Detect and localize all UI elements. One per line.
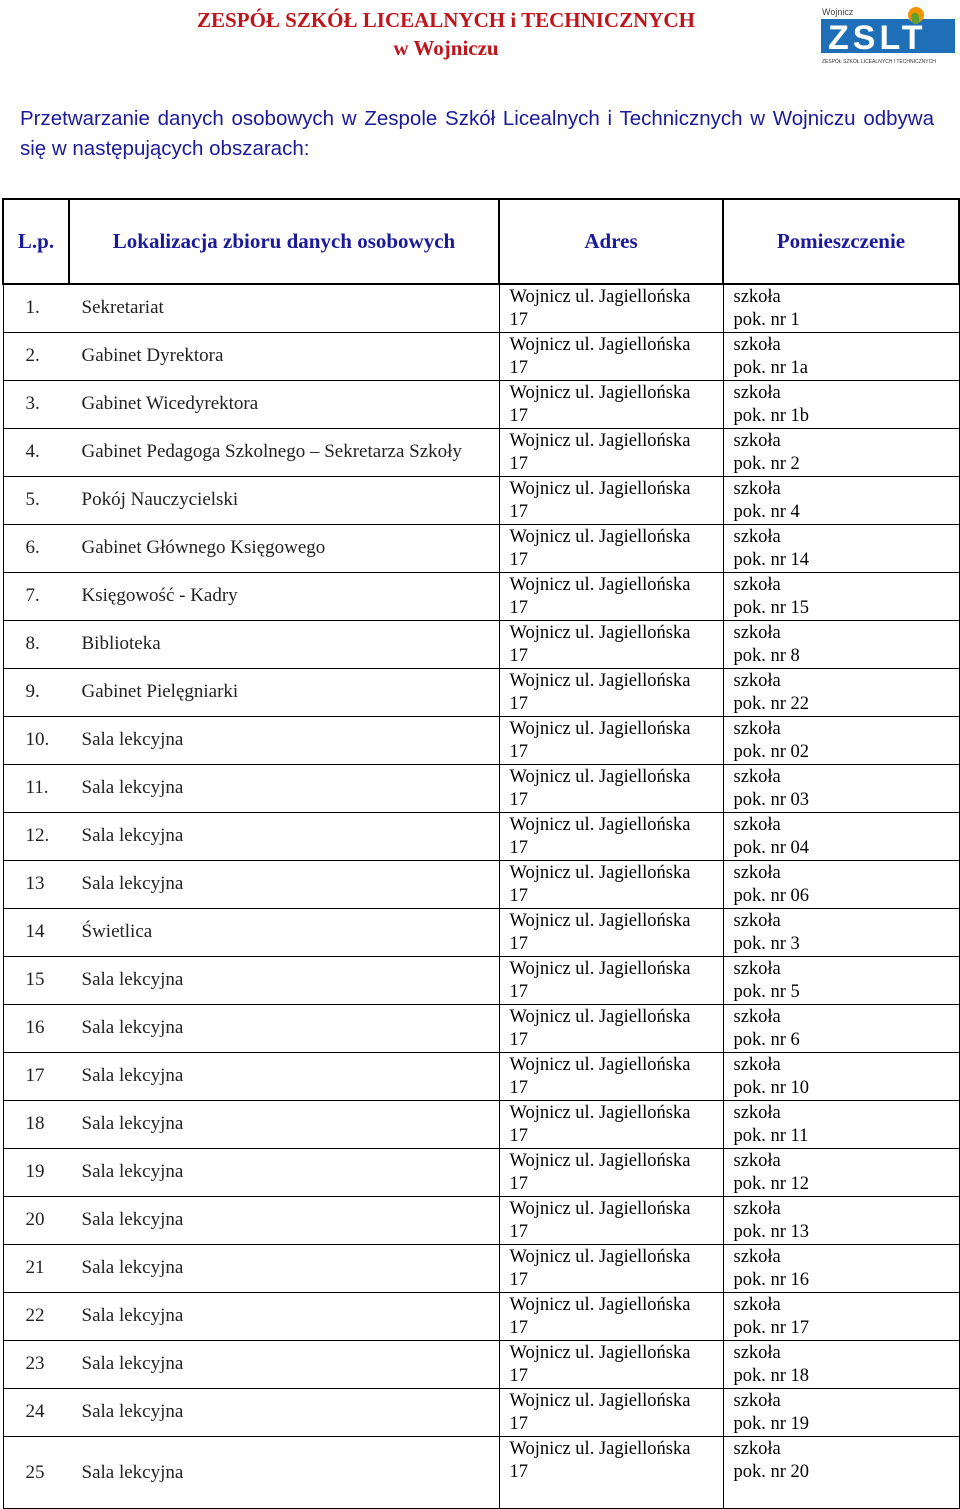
table-row — [3, 1197, 959, 1245]
row-location: Sekretariat — [81, 297, 164, 318]
row-address-street: Wojnicz ul. Jagiellońska — [509, 815, 691, 835]
row-address-cell — [499, 909, 723, 957]
row-room-building: szkoła — [733, 911, 781, 931]
table-row — [3, 1245, 959, 1293]
table-row — [3, 1293, 959, 1341]
table-row — [3, 525, 959, 573]
row-room-cell — [723, 573, 959, 621]
row-number: 23 — [25, 1353, 45, 1374]
row-room-building: szkoła — [733, 1343, 781, 1363]
row-location: Sala lekcyjna — [81, 873, 184, 894]
row-address-cell — [499, 525, 723, 573]
row-address-number: 17 — [509, 1174, 528, 1194]
row-lp-and-location-cell — [3, 381, 499, 429]
header-pomieszczenie: Pomieszczenie — [723, 199, 959, 284]
row-address-number: 17 — [509, 454, 528, 474]
row-lp-and-location-cell — [3, 284, 499, 333]
row-location: Gabinet Wicedyrektora — [81, 393, 259, 414]
row-room-building: szkoła — [733, 719, 781, 739]
row-room-building: szkoła — [733, 863, 781, 883]
row-address-street: Wojnicz ul. Jagiellońska — [509, 287, 691, 307]
row-room-building: szkoła — [733, 1439, 781, 1459]
row-lp-and-location-cell — [3, 1197, 499, 1245]
row-address-number: 17 — [509, 838, 528, 858]
row-number: 17 — [25, 1065, 45, 1086]
row-address-cell — [499, 1101, 723, 1149]
row-room-number: pok. nr 03 — [733, 790, 810, 810]
row-room-building: szkoła — [733, 335, 781, 355]
row-location: Sala lekcyjna — [81, 1209, 184, 1230]
row-address-number: 17 — [509, 1078, 528, 1098]
row-room-building: szkoła — [733, 1103, 781, 1123]
row-room-building: szkoła — [733, 959, 781, 979]
row-room-number: pok. nr 06 — [733, 886, 810, 906]
table-row — [3, 717, 959, 765]
row-room-building: szkoła — [733, 1295, 781, 1315]
row-location: Sala lekcyjna — [81, 969, 184, 990]
row-room-building: szkoła — [733, 479, 781, 499]
row-number: 9. — [25, 681, 40, 702]
row-room-cell — [723, 1101, 959, 1149]
row-lp-and-location-cell — [3, 813, 499, 861]
row-address-street: Wojnicz ul. Jagiellońska — [509, 479, 691, 499]
row-number: 6. — [25, 537, 40, 558]
row-address-number: 17 — [509, 1030, 528, 1050]
row-address-street: Wojnicz ul. Jagiellońska — [509, 1151, 691, 1171]
row-address-street: Wojnicz ul. Jagiellońska — [509, 527, 691, 547]
row-lp-and-location-cell — [3, 1293, 499, 1341]
row-address-cell — [499, 717, 723, 765]
row-room-building: szkoła — [733, 1055, 781, 1075]
row-lp-and-location-cell — [3, 1341, 499, 1389]
row-room-cell — [723, 381, 959, 429]
row-lp-and-location-cell — [3, 909, 499, 957]
row-location: Sala lekcyjna — [81, 1113, 184, 1134]
data-locations-table — [2, 198, 960, 1509]
row-address-number: 17 — [509, 406, 528, 426]
row-room-number: pok. nr 8 — [733, 646, 800, 666]
row-address-cell — [499, 429, 723, 477]
logo-top-text: Wojnicz — [822, 7, 854, 17]
table-row — [3, 429, 959, 477]
row-room-cell — [723, 1389, 959, 1437]
row-address-cell — [499, 381, 723, 429]
row-address-cell — [499, 1437, 723, 1509]
row-number: 4. — [25, 441, 40, 462]
row-address-street: Wojnicz ul. Jagiellońska — [509, 575, 691, 595]
row-address-street: Wojnicz ul. Jagiellońska — [509, 1103, 691, 1123]
row-room-number: pok. nr 19 — [733, 1414, 810, 1434]
row-room-cell — [723, 909, 959, 957]
row-address-cell — [499, 1341, 723, 1389]
row-address-number: 17 — [509, 886, 528, 906]
row-room-cell — [723, 669, 959, 717]
row-address-number: 17 — [509, 694, 528, 714]
row-room-cell — [723, 333, 959, 381]
row-address-number: 17 — [509, 550, 528, 570]
row-address-number: 17 — [509, 790, 528, 810]
row-address-street: Wojnicz ul. Jagiellońska — [509, 1295, 691, 1315]
row-room-cell — [723, 1053, 959, 1101]
row-room-number: pok. nr 1 — [733, 310, 800, 330]
row-number: 10. — [25, 729, 50, 750]
header-lokalizacja: Lokalizacja zbioru danych osobowych — [69, 199, 499, 284]
row-room-cell — [723, 284, 959, 333]
row-room-building: szkoła — [733, 815, 781, 835]
row-location: Księgowość - Kadry — [81, 585, 238, 606]
row-room-number: pok. nr 2 — [733, 454, 800, 474]
row-number: 19 — [25, 1161, 45, 1182]
row-room-building: szkoła — [733, 431, 781, 451]
row-room-cell — [723, 477, 959, 525]
row-address-cell — [499, 1245, 723, 1293]
table-row — [3, 1053, 959, 1101]
row-address-street: Wojnicz ul. Jagiellońska — [509, 1343, 691, 1363]
row-room-number: pok. nr 20 — [733, 1462, 810, 1482]
row-address-street: Wojnicz ul. Jagiellońska — [509, 623, 691, 643]
header-lp: L.p. — [3, 199, 69, 284]
row-address-street: Wojnicz ul. Jagiellońska — [509, 431, 691, 451]
table-row — [3, 813, 959, 861]
row-room-cell — [723, 1437, 959, 1509]
table-row — [3, 333, 959, 381]
row-location: Sala lekcyjna — [81, 1161, 184, 1182]
row-address-number: 17 — [509, 358, 528, 378]
row-number: 24 — [25, 1401, 45, 1422]
row-room-cell — [723, 525, 959, 573]
row-address-number: 17 — [509, 934, 528, 954]
row-room-building: szkoła — [733, 1007, 781, 1027]
row-number: 20 — [25, 1209, 45, 1230]
row-location: Świetlica — [81, 921, 153, 942]
row-number: 12. — [25, 825, 50, 846]
row-address-number: 17 — [509, 502, 528, 522]
row-address-cell — [499, 1149, 723, 1197]
row-number: 3. — [25, 393, 40, 414]
row-room-number: pok. nr 11 — [733, 1126, 809, 1146]
row-room-building: szkoła — [733, 287, 781, 307]
row-room-cell — [723, 861, 959, 909]
row-address-number: 17 — [509, 1366, 528, 1386]
row-address-cell — [499, 1197, 723, 1245]
row-location: Sala lekcyjna — [81, 1401, 184, 1422]
row-lp-and-location-cell — [3, 1053, 499, 1101]
row-number: 25 — [25, 1462, 45, 1483]
row-room-building: szkoła — [733, 1391, 781, 1411]
intro-paragraph: Przetwarzanie danych osobowych w Zespole Szkół Licealnych i Technicznych w Wojniczu odbywa się w następujących obszarach: — [20, 107, 934, 160]
row-number: 11. — [25, 777, 49, 798]
table-row — [3, 1389, 959, 1437]
row-address-cell — [499, 477, 723, 525]
row-lp-and-location-cell — [3, 765, 499, 813]
row-room-number: pok. nr 4 — [733, 502, 800, 522]
row-location: Gabinet Głównego Księgowego — [81, 537, 326, 558]
row-address-cell — [499, 765, 723, 813]
row-room-number: pok. nr 22 — [733, 694, 810, 714]
school-name-heading — [140, 6, 752, 62]
row-room-building: szkoła — [733, 1151, 781, 1171]
row-room-cell — [723, 1197, 959, 1245]
table-row — [3, 861, 959, 909]
row-address-number: 17 — [509, 310, 528, 330]
table-row — [3, 1101, 959, 1149]
row-location: Pokój Nauczycielski — [81, 489, 239, 510]
row-address-cell — [499, 1293, 723, 1341]
row-location: Sala lekcyjna — [81, 825, 184, 846]
table-row — [3, 1005, 959, 1053]
table-row — [3, 765, 959, 813]
row-address-cell — [499, 861, 723, 909]
table-row — [3, 1341, 959, 1389]
row-address-cell — [499, 1389, 723, 1437]
row-address-number: 17 — [509, 982, 528, 1002]
row-lp-and-location-cell — [3, 621, 499, 669]
row-room-cell — [723, 1341, 959, 1389]
row-location: Sala lekcyjna — [81, 1065, 184, 1086]
row-room-number: pok. nr 1a — [733, 358, 808, 378]
row-room-building: szkoła — [733, 383, 781, 403]
row-number: 22 — [25, 1305, 45, 1326]
school-name-line-1: ZESPÓŁ SZKÓŁ LICEALNYCH i TECHNICZNYCH — [197, 8, 695, 32]
table-header-row — [3, 199, 959, 284]
row-room-number: pok. nr 3 — [733, 934, 800, 954]
row-number: 18 — [25, 1113, 45, 1134]
row-room-building: szkoła — [733, 623, 781, 643]
row-address-street: Wojnicz ul. Jagiellońska — [509, 1055, 691, 1075]
row-location: Sala lekcyjna — [81, 1257, 184, 1278]
row-location: Sala lekcyjna — [81, 1017, 184, 1038]
row-room-number: pok. nr 17 — [733, 1318, 810, 1338]
row-address-cell — [499, 669, 723, 717]
row-address-street: Wojnicz ul. Jagiellońska — [509, 1439, 691, 1459]
row-number: 2. — [25, 345, 40, 366]
row-lp-and-location-cell — [3, 861, 499, 909]
row-room-number: pok. nr 12 — [733, 1174, 810, 1194]
row-number: 15 — [25, 969, 45, 990]
row-room-number: pok. nr 02 — [733, 742, 810, 762]
table-body — [3, 284, 959, 1509]
row-location: Sala lekcyjna — [81, 1305, 184, 1326]
row-location: Gabinet Pedagoga Szkolnego – Sekretarza Szkoły — [81, 441, 462, 462]
row-number: 21 — [25, 1257, 45, 1278]
row-number: 16 — [25, 1017, 45, 1038]
row-room-number: pok. nr 13 — [733, 1222, 810, 1242]
row-address-number: 17 — [509, 1318, 528, 1338]
row-location: Gabinet Dyrektora — [81, 345, 224, 366]
school-name-line-2: w Wojniczu — [393, 36, 499, 60]
row-room-number: pok. nr 18 — [733, 1366, 810, 1386]
row-address-street: Wojnicz ul. Jagiellońska — [509, 1199, 691, 1219]
table-row — [3, 1437, 959, 1509]
row-location: Gabinet Pielęgniarki — [81, 681, 239, 702]
logo-letters: ZSLT — [828, 19, 927, 57]
row-address-number: 17 — [509, 598, 528, 618]
row-lp-and-location-cell — [3, 669, 499, 717]
table-row — [3, 1149, 959, 1197]
row-address-number: 17 — [509, 646, 528, 666]
table-row — [3, 477, 959, 525]
row-room-cell — [723, 429, 959, 477]
row-address-number: 17 — [509, 1270, 528, 1290]
row-room-number: pok. nr 15 — [733, 598, 810, 618]
row-address-street: Wojnicz ul. Jagiellońska — [509, 335, 691, 355]
row-number: 14 — [25, 921, 45, 942]
row-address-number: 17 — [509, 1222, 528, 1242]
row-lp-and-location-cell — [3, 333, 499, 381]
table-row — [3, 669, 959, 717]
row-room-cell — [723, 1149, 959, 1197]
table-row — [3, 381, 959, 429]
row-address-cell — [499, 284, 723, 333]
logo-caption: ZESPÓŁ SZKÓŁ LICEALNYCH I TECHNICZNYCH — [822, 59, 936, 65]
row-address-street: Wojnicz ul. Jagiellońska — [509, 911, 691, 931]
row-room-building: szkoła — [733, 527, 781, 547]
row-room-building: szkoła — [733, 1199, 781, 1219]
row-lp-and-location-cell — [3, 1389, 499, 1437]
row-address-cell — [499, 1005, 723, 1053]
row-address-street: Wojnicz ul. Jagiellońska — [509, 1247, 691, 1267]
row-location: Sala lekcyjna — [81, 729, 184, 750]
row-location: Biblioteka — [81, 633, 161, 654]
row-location: Sala lekcyjna — [81, 777, 184, 798]
table-row — [3, 909, 959, 957]
row-lp-and-location-cell — [3, 1437, 499, 1509]
row-room-building: szkoła — [733, 671, 781, 691]
row-location: Sala lekcyjna — [81, 1353, 184, 1374]
row-room-number: pok. nr 16 — [733, 1270, 810, 1290]
row-address-cell — [499, 813, 723, 861]
row-room-building: szkoła — [733, 1247, 781, 1267]
row-address-street: Wojnicz ul. Jagiellońska — [509, 1007, 691, 1027]
row-address-cell — [499, 333, 723, 381]
row-room-number: pok. nr 14 — [733, 550, 810, 570]
row-room-number: pok. nr 04 — [733, 838, 810, 858]
row-room-cell — [723, 765, 959, 813]
row-lp-and-location-cell — [3, 1101, 499, 1149]
row-address-street: Wojnicz ul. Jagiellońska — [509, 383, 691, 403]
row-room-cell — [723, 717, 959, 765]
table-row — [3, 621, 959, 669]
row-room-cell — [723, 1245, 959, 1293]
row-address-cell — [499, 621, 723, 669]
row-room-cell — [723, 1293, 959, 1341]
row-room-cell — [723, 957, 959, 1005]
row-lp-and-location-cell — [3, 957, 499, 1005]
row-address-street: Wojnicz ul. Jagiellońska — [509, 671, 691, 691]
row-number: 13 — [25, 873, 45, 894]
row-room-number: pok. nr 5 — [733, 982, 800, 1002]
row-address-number: 17 — [509, 1462, 528, 1482]
row-room-building: szkoła — [733, 575, 781, 595]
row-number: 5. — [25, 489, 40, 510]
row-lp-and-location-cell — [3, 1245, 499, 1293]
row-room-number: pok. nr 10 — [733, 1078, 810, 1098]
row-address-number: 17 — [509, 1414, 528, 1434]
row-lp-and-location-cell — [3, 1149, 499, 1197]
row-address-street: Wojnicz ul. Jagiellońska — [509, 863, 691, 883]
row-address-street: Wojnicz ul. Jagiellońska — [509, 959, 691, 979]
row-room-cell — [723, 621, 959, 669]
table-row — [3, 573, 959, 621]
row-room-number: pok. nr 6 — [733, 1030, 800, 1050]
row-room-cell — [723, 1005, 959, 1053]
row-address-cell — [499, 1053, 723, 1101]
row-number: 8. — [25, 633, 40, 654]
zslt-logo — [818, 2, 958, 66]
row-location: Sala lekcyjna — [81, 1462, 184, 1483]
row-address-street: Wojnicz ul. Jagiellońska — [509, 719, 691, 739]
row-address-street: Wojnicz ul. Jagiellońska — [509, 767, 691, 787]
row-lp-and-location-cell — [3, 1005, 499, 1053]
row-room-cell — [723, 813, 959, 861]
row-address-cell — [499, 573, 723, 621]
row-number: 1. — [25, 297, 40, 318]
row-lp-and-location-cell — [3, 717, 499, 765]
row-address-street: Wojnicz ul. Jagiellońska — [509, 1391, 691, 1411]
row-address-number: 17 — [509, 1126, 528, 1146]
row-lp-and-location-cell — [3, 477, 499, 525]
table-row — [3, 957, 959, 1005]
row-address-cell — [499, 957, 723, 1005]
table-row — [3, 284, 959, 333]
row-room-number: pok. nr 1b — [733, 406, 810, 426]
header-adres: Adres — [499, 199, 723, 284]
row-lp-and-location-cell — [3, 573, 499, 621]
row-address-number: 17 — [509, 742, 528, 762]
row-number: 7. — [25, 585, 40, 606]
row-room-building: szkoła — [733, 767, 781, 787]
row-lp-and-location-cell — [3, 525, 499, 573]
row-lp-and-location-cell — [3, 429, 499, 477]
